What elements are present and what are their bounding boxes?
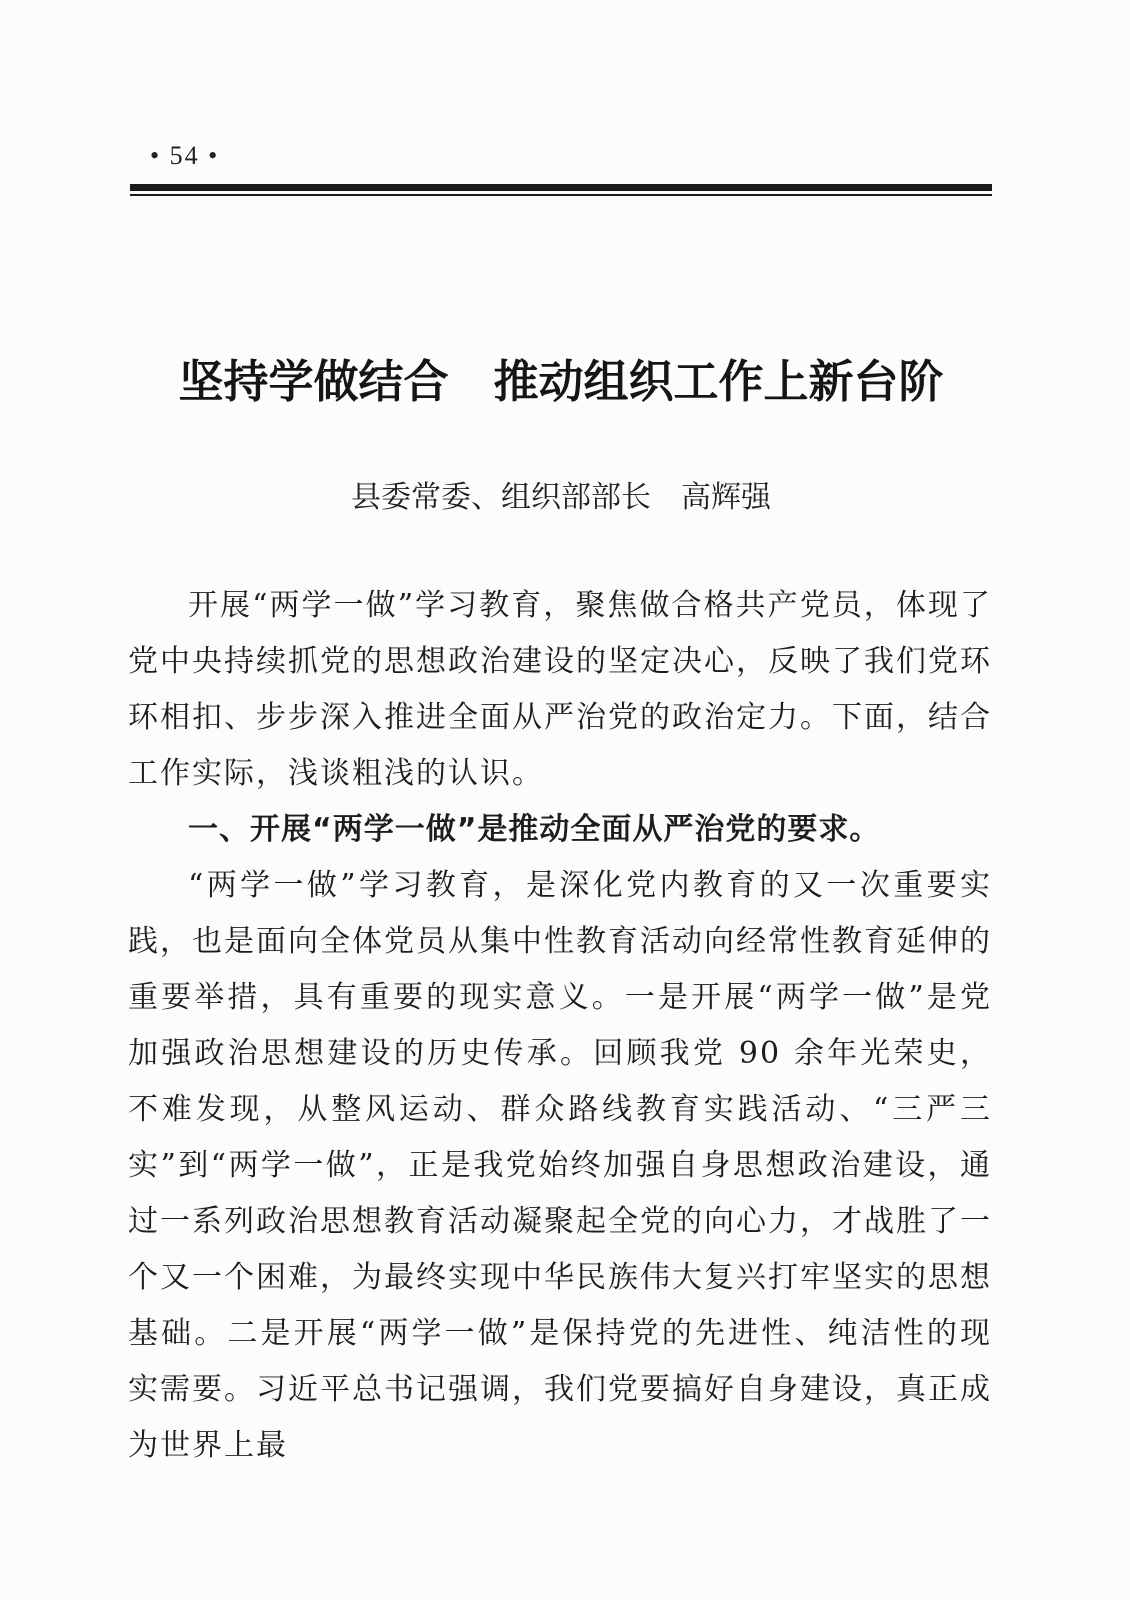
header-rule-thick: [130, 184, 992, 191]
section-heading-1: 一、开展“两学一做”是推动全面从严治党的要求。: [188, 812, 881, 847]
paragraph-body: “两学一做”学习教育，是深化党内教育的又一次重要实践，也是面向全体党员从集中性教育活动向经常性教育延伸的重要举措，具有重要的现实意义。一是开展“两学一做”是党加强政治思想建设的历史传承。回顾我党 90 余年光荣史，不难发现，从整风运动、群众路线教育实践活动、“三严三实”到“两学一做”，正是我党始终加强自身思想政治建设，通过一系列政治思想教育活动凝聚起全党的向心力，才战胜了一个又一个困难，为最终实现中华民族伟大复兴打牢坚实的思想基础。二是开展“两学一做”是保持党的先进性、纯洁性的现实需要。习近平总书记强调，我们党要搞好自身建设，真正成为世界上最: [128, 868, 992, 1463]
article-body: [128, 578, 992, 1474]
paragraph-intro: 开展“两学一做”学习教育，聚焦做合格共产党员，体现了党中央持续抓党的思想政治建设的坚定决心，反映了我们党环环相扣、步步深入推进全面从严治党的政治定力。下面，结合工作实际，浅谈粗浅的认识。: [128, 588, 992, 791]
page-number: • 54 •: [150, 141, 220, 170]
article-title: 坚持学做结合 推动组织工作上新台阶: [178, 355, 944, 408]
page-header: [130, 136, 992, 196]
author-byline: 县委常委、组织部部长 高辉强: [351, 480, 771, 515]
header-rule-thin: [130, 194, 992, 196]
